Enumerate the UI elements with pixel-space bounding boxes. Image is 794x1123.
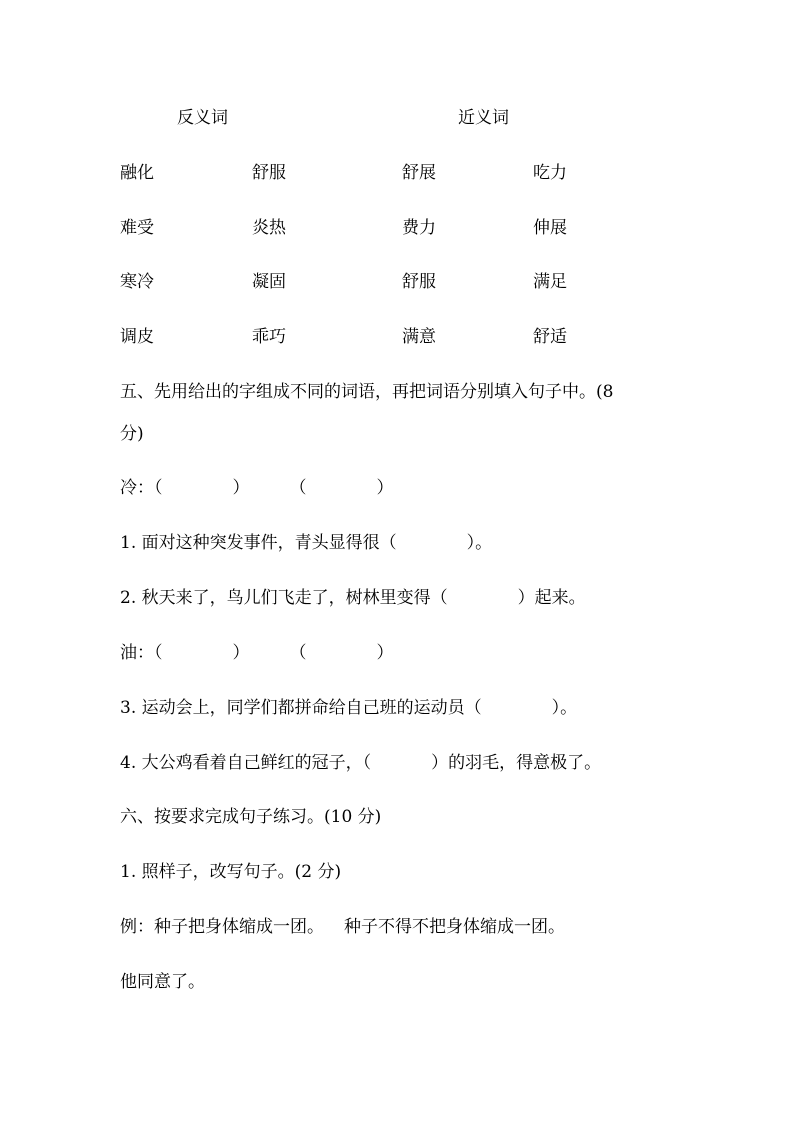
question-text: 1. 面对这种突发事件，青头显得很（ bbox=[120, 533, 397, 553]
char-label: 油： bbox=[120, 643, 154, 663]
word-cell: 乖巧 bbox=[252, 327, 286, 347]
section5-title-line1: 五、先用给出的字组成不同的词语，再把词语分别填入句子中。(8 bbox=[120, 382, 614, 402]
paren-close: ） bbox=[376, 478, 394, 498]
antonym-header: 反义词 bbox=[177, 108, 228, 128]
question-text: 4. 大公鸡看着自己鲜红的冠子，（ bbox=[120, 753, 372, 773]
word-cell: 满足 bbox=[533, 272, 567, 292]
word-cell: 伸展 bbox=[533, 218, 567, 238]
example-row bbox=[120, 915, 565, 939]
question-text: ）。 bbox=[466, 533, 493, 553]
section6-title: 六、按要求完成句子练习。(10 分) bbox=[120, 807, 382, 827]
word-cell: 舒服 bbox=[402, 272, 436, 292]
section5-title-line2: 分) bbox=[120, 424, 144, 444]
paren-open: （ bbox=[154, 478, 163, 498]
synonym-header: 近义词 bbox=[458, 108, 509, 128]
paren-close: ） bbox=[232, 478, 250, 498]
char-label: 冷： bbox=[120, 478, 154, 498]
word-cell: 凝固 bbox=[252, 272, 286, 292]
word-cell: 舒展 bbox=[402, 163, 436, 183]
char-you-row bbox=[120, 641, 394, 665]
word-cell: 炎热 bbox=[252, 218, 286, 238]
word-cell: 舒服 bbox=[252, 163, 286, 183]
example-answer: 种子不得不把身体缩成一团。 bbox=[344, 917, 565, 937]
section6-question-1: 1. 照样子，改写句子。(2 分) bbox=[120, 862, 342, 882]
word-cell: 费力 bbox=[402, 218, 436, 238]
question-2 bbox=[120, 586, 586, 610]
paren-open: （ bbox=[289, 478, 307, 498]
example-label: 例：种子把身体缩成一团。 bbox=[120, 917, 324, 937]
paren-close: ） bbox=[232, 643, 250, 663]
word-cell: 难受 bbox=[120, 218, 154, 238]
paren-open: （ bbox=[154, 643, 163, 663]
word-cell: 寒冷 bbox=[120, 272, 154, 292]
word-cell: 调皮 bbox=[120, 327, 154, 347]
question-text: 3. 运动会上，同学们都拼命给自己班的运动员（ bbox=[120, 698, 482, 718]
question-text: ）。 bbox=[551, 698, 578, 718]
word-cell: 吃力 bbox=[533, 163, 567, 183]
paren-open: （ bbox=[289, 643, 307, 663]
rewrite-prompt: 他同意了。 bbox=[120, 972, 205, 992]
word-cell: 满意 bbox=[402, 327, 436, 347]
char-leng-row bbox=[120, 476, 394, 500]
question-4 bbox=[120, 751, 601, 775]
question-3 bbox=[120, 696, 577, 720]
word-cell: 舒适 bbox=[533, 327, 567, 347]
paren-close: ） bbox=[376, 643, 394, 663]
word-cell: 融化 bbox=[120, 163, 154, 183]
question-text: ）起来。 bbox=[517, 588, 586, 608]
question-text: ）的羽毛，得意极了。 bbox=[431, 753, 602, 773]
question-1 bbox=[120, 531, 492, 555]
question-text: 2. 秋天来了，鸟儿们飞走了，树林里变得（ bbox=[120, 588, 448, 608]
